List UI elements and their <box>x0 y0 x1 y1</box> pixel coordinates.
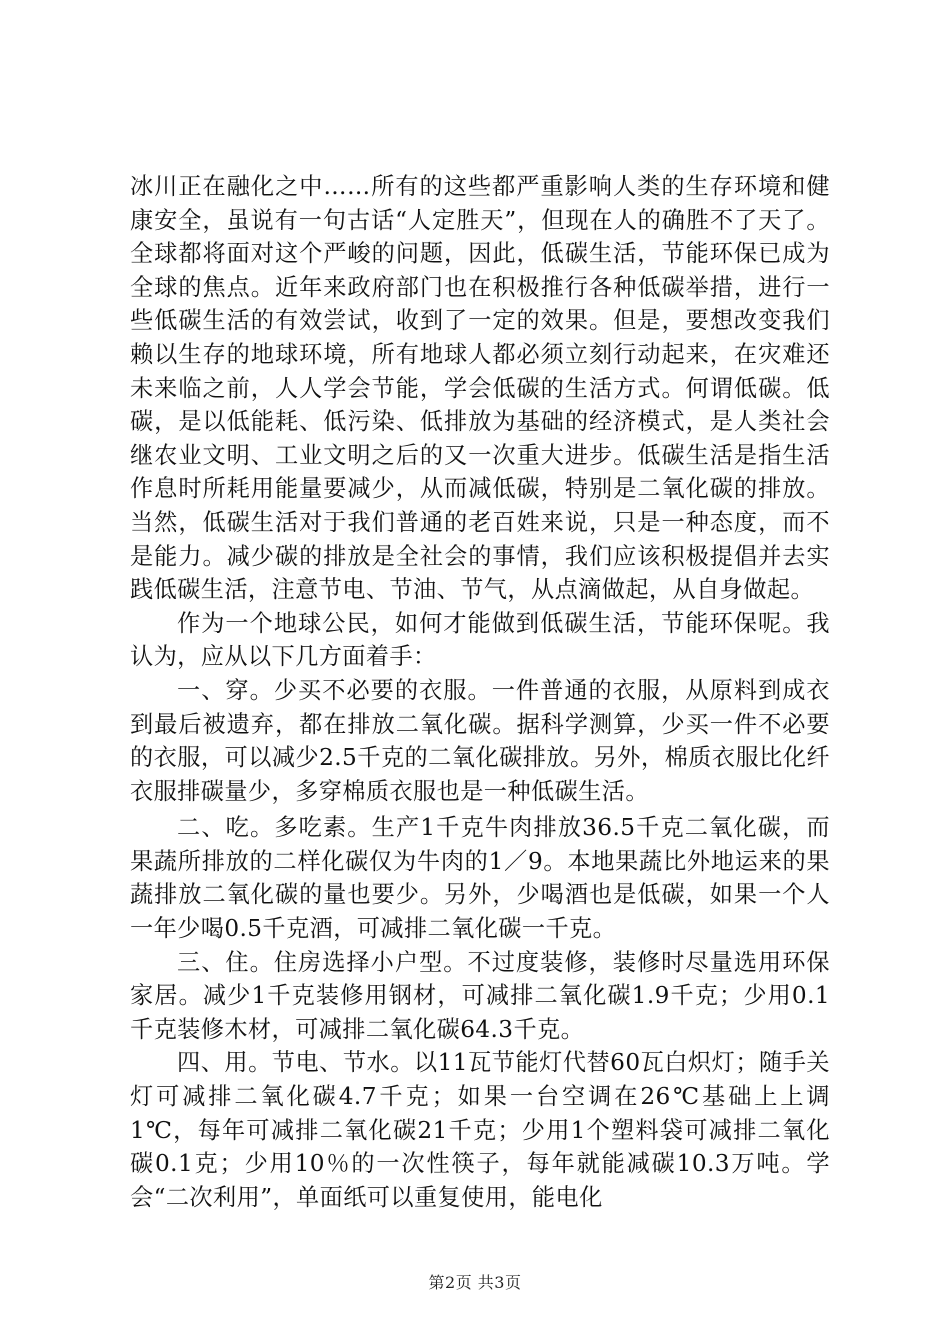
paragraph-food: 二、吃。多吃素。生产1千克牛肉排放36.5千克二氧化碳，而果蔬所排放的二样化碳仅为牛肉的1／9。本地果蔬比外地运来的果蔬排放二氧化碳的量也要少。另外，少喝酒也是低碳，如果一个人一年少喝0.5千克酒，可减排二氧化碳一千克。 <box>130 814 830 943</box>
paragraph-question: 作为一个地球公民，如何才能做到低碳生活，节能环保呢。我认为，应从以下几方面着手： <box>130 609 830 671</box>
paragraph-intro: 冰川正在融化之中……所有的这些都严重影响人类的生存环境和健康安全，虽说有一句古话“人定胜天”，但现在人的确胜不了天了。全球都将面对这个严峻的问题，因此，低碳生活，节能环保已成为全球的焦点。近年来政府部门也在积极推行各种低碳举措，进行一些低碳生活的有效尝试，收到了一定的效果。但是，要想改变我们赖以生存的地球环境，所有地球人都必须立刻行动起来，在灾难还未来临之前，人人学会节能，学会低碳的生活方式。何谓低碳。低碳，是以低能耗、低污染、低排放为基础的经济模式，是人类社会继农业文明、工业文明之后的又一次重大进步。低碳生活是指生活作息时所耗用能量要减少，从而减低碳，特别是二氧化碳的排放。当然，低碳生活对于我们普通的老百姓来说，只是一种态度，而不是能力。减少碳的排放是全社会的事情，我们应该积极提倡并去实践低碳生活，注意节电、节油、节气，从点滴做起，从自身做起。 <box>130 173 830 604</box>
paragraph-usage: 四、用。节电、节水。以11瓦节能灯代替60瓦白炽灯；随手关灯可减排二氧化碳4.7千克；如果一台空调在26℃基础上上调1℃，每年可减排二氧化碳21千克；少用1个塑料袋可减排二氧化碳0.1克；少用10％的一次性筷子，每年就能减碳10.3万吨。学会“二次利用”，单面纸可以重复使用，能电化 <box>130 1049 830 1211</box>
page-footer: 第2页 共3页 <box>428 1273 522 1292</box>
document-body <box>130 170 830 1214</box>
paragraph-clothing: 一、穿。少买不必要的衣服。一件普通的衣服，从原料到成衣到最后被遗弃，都在排放二氧化碳。据科学测算，少买一件不必要的衣服，可以减少2.5千克的二氧化碳排放。另外，棉质衣服比化纤衣服排碳量少，多穿棉质衣服也是一种低碳生活。 <box>130 676 830 805</box>
paragraph-housing: 三、住。住房选择小户型。不过度装修，装修时尽量选用环保家居。减少1千克装修用钢材，可减排二氧化碳1.9千克；少用0.1千克装修木材，可减排二氧化碳64.3千克。 <box>130 948 830 1043</box>
